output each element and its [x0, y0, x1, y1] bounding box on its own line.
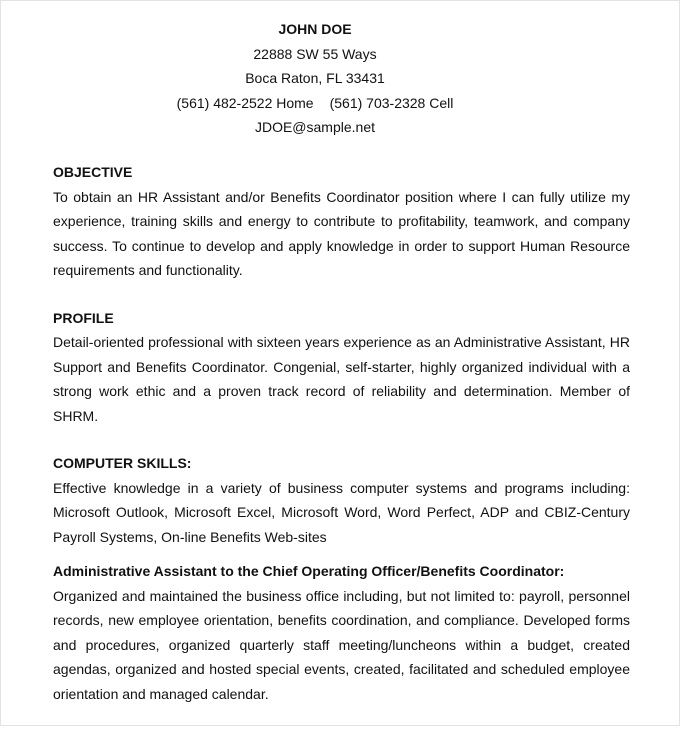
address-line-1: 22888 SW 55 Ways — [253, 45, 377, 62]
job-description-text: Organized and maintained the business office including, but not limited to: payroll, personnel records, new employee orientation, benefits coordination, and compliance. Developed forms and procedures, organized quarterly staff meeting/luncheons within a budget, created agendas, organized and hosted special events, created, facilitated and scheduled employee orientation and managed calendar. — [53, 587, 630, 702]
phone-home: (561) 482-2522 Home — [176, 94, 314, 111]
resume-header — [0, 17, 630, 140]
objective-section — [53, 160, 630, 283]
profile-section — [53, 306, 630, 429]
computer-skills-section — [53, 451, 630, 549]
address-line-2: Boca Raton, FL 33431 — [245, 70, 385, 86]
experience-section — [53, 559, 630, 706]
phone-cell: (561) 703-2328 Cell — [329, 94, 454, 111]
profile-heading: PROFILE — [53, 309, 114, 326]
email-address: JDOE@sample.net — [254, 119, 376, 135]
objective-heading: OBJECTIVE — [53, 164, 133, 180]
resume-body — [53, 160, 630, 729]
job-title-heading: Administrative Assistant to the Chief Operating Officer/Benefits Coordinator: — [53, 563, 565, 579]
computer-skills-heading: COMPUTER SKILLS: — [53, 455, 192, 471]
phone-row — [0, 91, 630, 116]
computer-skills-text: Effective knowledge in a variety of business computer systems and programs including: Microsoft Outlook, Microsoft Excel, Microsoft Word, Word Perfect, ADP and CBIZ-Century Payroll Systems, On-line Benefits Web-sites — [53, 479, 630, 545]
applicant-name: JOHN DOE — [278, 21, 352, 37]
objective-text: To obtain an HR Assistant and/or Benefits Coordinator position where I can fully utilize my experience, training skills and energy to contribute to profitability, teamwork, and company success. To continue to develop and apply knowledge in order to support Human Resource requirements and functionality. — [53, 188, 630, 278]
profile-text: Detail-oriented professional with sixteen years experience as an Administrative Assistant, HR Support and Benefits Coordinator. Congenial, self-starter, highly organized individual with a strong work ethic and a proven track record of reliability and determination. Member of SHRM. — [53, 334, 630, 424]
